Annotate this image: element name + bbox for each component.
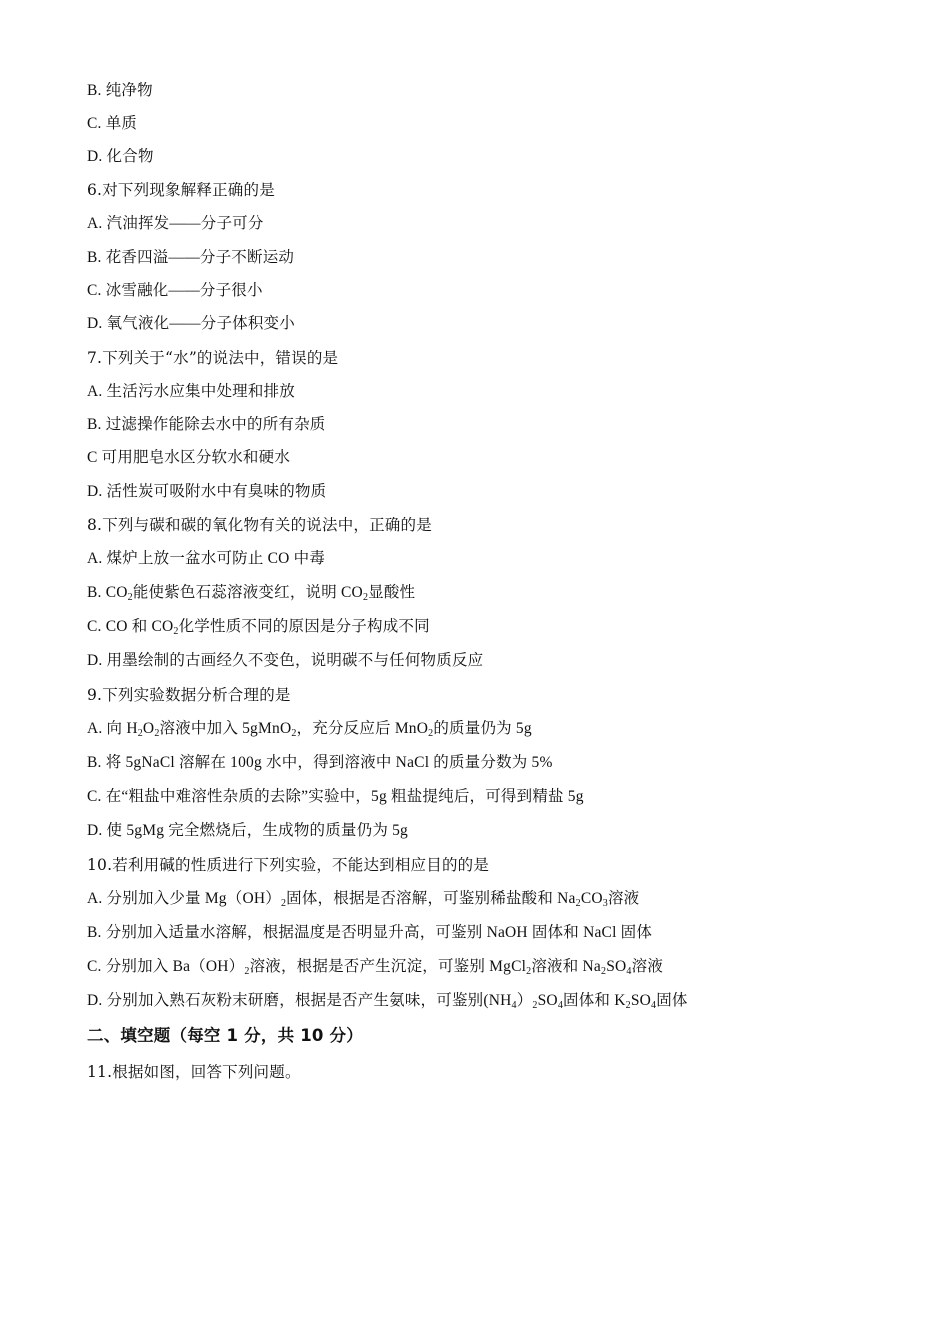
q6-option-b: B. 花香四溢——分子不断运动 [87,249,295,266]
q7-option-b: B. 过滤操作能除去水中的所有杂质 [87,416,326,433]
q8-option-d: D. 用墨绘制的古画经久不变色，说明碳不与任何物质反应 [87,652,484,669]
q10-option-b: B. 分别加入适量水溶解，根据温度是否明显升高，可鉴别 NaOH 固体和 NaCl 固体 [87,924,653,941]
q7-option-c: C 可用肥皂水区分软水和硬水 [87,449,291,466]
q9-option-c: C. 在“粗盐中难溶性杂质的去除”实验中，5g 粗盐提纯后，可得到精盐 5g [87,788,584,805]
q6-question: 6.对下列现象解释正确的是 [87,181,275,199]
q11-question: 11.根据如图，回答下列问题。 [87,1063,301,1081]
q6-option-a: A. 汽油挥发——分子可分 [87,215,264,232]
q8-question: 8.下列与碳和碳的氧化物有关的说法中，正确的是 [87,516,432,534]
q6-option-c: C. 冰雪融化——分子很小 [87,282,263,299]
q10-question: 10.若利用碱的性质进行下列实验，不能达到相应目的的是 [87,856,490,874]
section-heading: 二、填空题（每空 1 分，共 10 分） [87,1026,363,1045]
q8-option-c: C. CO 和 $CO_2$化学性质不同的原因是分子构成不同 [87,618,430,637]
q7-question: 7.下列关于“水”的说法中，错误的是 [87,349,339,367]
q5-option-d: D. 化合物 [87,148,154,165]
q6-option-d: D. 氧气液化——分子体积变小 [87,315,295,332]
q9-option-d: D. 使 5gMg 完全燃烧后，生成物的质量仍为 5g [87,822,409,839]
q9-question: 9.下列实验数据分析合理的是 [87,686,291,704]
q7-option-a: A. 生活污水应集中处理和排放 [87,383,295,400]
q9-option-b: B. 将 5gNaCl 溶解在 100g 水中，得到溶液中 NaCl 的质量分数为 5% [87,754,553,771]
q10-option-a: A. 分别加入少量 $Mg(OH)_2$固体，根据是否溶解，可鉴别稀盐酸和 $Na_2CO_3$溶液 [87,890,640,909]
q9-option-a: A. 向 $H_2O_2$溶液中加入 5gMnO$_2$，充分反应后 MnO$_2$的质量仍为 5g [87,720,532,739]
q5-option-b: B. 纯净物 [87,82,153,99]
q8-option-b: B. $CO_2$能使紫色石蕊溶液变红，说明 $CO_2$显酸性 [87,584,416,603]
q10-option-d: D. 分别加入熟石灰粉末研磨，根据是否产生氨味，可鉴别$(NH_4)_2SO_4$固体和 $K_2SO_4$固体 [87,992,688,1011]
q5-option-c: C. 单质 [87,115,138,132]
q8-option-a: A. 煤炉上放一盆水可防止 CO 中毒 [87,550,326,567]
q7-option-d: D. 活性炭可吸附水中有臭味的物质 [87,483,327,500]
q10-option-c: C. 分别加入 $Ba(OH)_2$溶液，根据是否产生沉淀，可鉴别 MgCl$_2$溶液和 $Na_2SO_4$溶液 [87,958,664,977]
